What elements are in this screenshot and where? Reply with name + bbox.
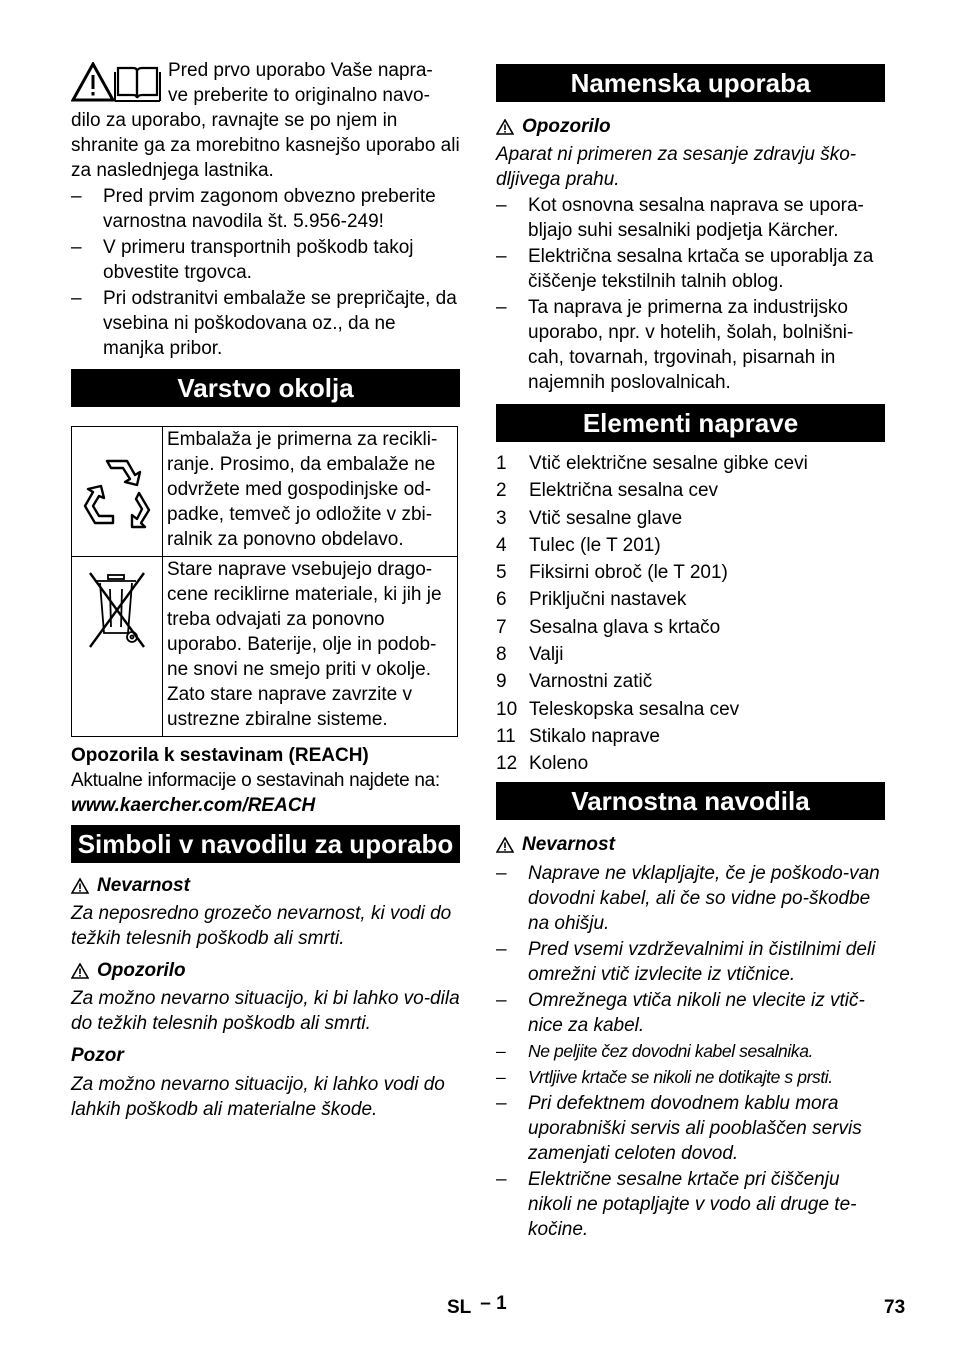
item-label: Koleno [529,753,589,775]
section-title-safety: Varnostna navodila [496,782,885,820]
list-item [496,587,885,612]
list-item: – Naprave ne vklapljajte, če je poškodo-van dovodni kabel, ali če so vidne po-škodbe na ohišju. [496,861,885,936]
table-row [72,427,458,557]
list-item: – V primeru transportnih poškodb takoj obvestite trgovca. [71,235,460,285]
danger-heading [71,873,460,898]
item-label: Vtič električne sesalne gibke cevi [529,453,808,474]
list-item [496,506,885,531]
left-column [71,58,460,1122]
item-label: Varnostni zatič [529,671,653,693]
safety-list [496,861,885,1242]
crossed-bin-icon [82,569,152,654]
intro-text: dilo za uporabo, ravnajte se po njem in shranite ga za morebitno kasnejšo uporabo ali za naslednjega lastnika. [71,110,460,181]
list-item: – Pred prvim zagonom obvezno preberite varnostna navodila št. 5.956-249! [71,184,460,234]
item-number: 5 [496,562,507,584]
section-title-environment: Varstvo okolja [71,369,460,407]
list-item: – Ta naprava je primerna za industrijsko uporabo, npr. v hotelih, šolah, bolnišni-cah, tovarnah, trgovinah, pisarnah in najemnih poslovalnicah. [496,295,885,395]
environment-table [71,426,458,737]
item-number: 4 [496,534,507,556]
list-item: – Pri defektnem dovodnem kablu mora uporabniški servis ali pooblaščen servis zamenjati celoten dovod. [496,1091,885,1166]
intro-line-1: Pred prvo uporabo Vaše napra- [168,60,433,81]
item-label: Tulec (le T 201) [529,534,661,556]
page-number: 73 [884,1297,906,1318]
list-item: – Električne sesalne krtače pri čiščenju nikoli ne potapljajte v vodo ali druge te-kočine. [496,1167,885,1242]
recycle-icon [77,449,157,539]
list-item [496,724,885,749]
caution-label: Pozor [71,1045,124,1066]
list-item: – Vrtljive krtače se nikoli ne dotikajte s prsti. [496,1065,885,1090]
list-item [496,642,885,667]
list-item [496,560,885,585]
warning-heading [496,114,885,139]
right-column [496,58,885,1242]
reach-heading: Opozorila k sestavinam (REACH) [71,745,369,766]
item-number: 2 [496,480,507,502]
danger-label: Nevarnost [522,834,615,856]
table-cell: Embalaža je primerna za recikli-ranje. Prosimo, da embalaže ne odvržete med gospodinjske od-padke, temveč jo odložite v zbi-ralnik za ponovno obdelavo. [163,427,458,557]
warning-text: Aparat ni primeren za sesanje zdravju ško-dljivega prahu. [496,144,857,190]
item-label: Priključni nastavek [529,589,687,611]
intro-section [71,58,460,361]
item-number: 3 [496,507,507,529]
item-number: 9 [496,671,507,693]
warning-icon [71,963,89,979]
warning-manual-icon [71,62,163,104]
list-item: – Omrežnega vtiča nikoli ne vlecite iz vtič-nice za kabel. [496,988,885,1038]
item-number: 6 [496,589,507,611]
list-item: – Pred vsemi vzdrževalnimi in čistilnimi deli omrežni vtič izvlecite iz vtičnice. [496,937,885,987]
section-title-intended-use: Namenska uporaba [496,64,885,102]
item-label: Stikalo naprave [529,725,660,747]
intro-line-2: ve preberite to originalno navo- [168,85,430,106]
list-item [496,533,885,558]
table-cell: Stare naprave vsebujejo drago-cene reciklirne materiale, ki jih je treba odvajati za ponovno uporabo. Baterije, olje in podob-ne snovi ne smejo priti v okolje. Zato stare naprave zavrzite v ustrezne zbiralne sisteme. [163,557,458,737]
reach-link[interactable]: www.kaercher.com/REACH [71,795,316,816]
table-cell [72,557,163,737]
sub-page-number: – 1 [480,1293,507,1314]
intro-list [71,184,460,361]
item-number: 12 [496,753,518,775]
list-item [496,615,885,640]
table-cell [72,427,163,557]
warning-icon [496,837,514,853]
warning-label: Opozorilo [97,960,186,981]
item-number: 1 [496,453,507,474]
list-item [496,697,885,722]
danger-label: Nevarnost [97,875,190,896]
item-number: 8 [496,644,507,666]
item-label: Teleskopska sesalna cev [529,698,740,720]
item-label: Sesalna glava s krtačo [529,616,721,638]
section-title-symbols: Simboli v navodilu za uporabo [71,825,460,863]
table-row [72,557,458,737]
list-item: – Električna sesalna krtača se uporablja za čiščenje tekstilnih talnih oblog. [496,244,885,294]
item-number: 10 [496,698,518,720]
list-item: – Kot osnovna sesalna naprava se upora-bljajo suhi sesalniki podjetja Kärcher. [496,193,885,243]
danger-text: Za neposredno grozečo nevarnost, ki vodi do težkih telesnih poškodb ali smrti. [71,903,452,949]
item-label: Vtič sesalne glave [529,507,683,529]
danger-heading [496,832,885,857]
warning-label: Opozorilo [522,116,611,137]
elements-list [496,451,885,776]
warning-heading [71,958,460,983]
list-item [496,751,885,776]
item-label: Valji [529,644,564,666]
warning-icon [71,878,89,894]
item-number: 11 [496,725,516,747]
list-item [496,478,885,503]
footer-lang [447,1293,507,1319]
item-number: 7 [496,616,507,638]
section-title-elements: Elementi naprave [496,404,885,442]
warning-icon [496,119,514,135]
item-label: Električna sesalna cev [529,480,719,502]
caution-text: Za možno nevarno situacijo, ki lahko vodi do lahkih poškodb ali materialne škode. [71,1074,445,1120]
reach-text: Aktualne informacije o sestavinah najdete na: [71,770,440,791]
list-item: – Pri odstranitvi embalaže se prepričajte, da vsebina ni poškodovana oz., da ne manjka pribor. [71,286,460,361]
language-code: SL [447,1297,471,1318]
list-item [496,451,885,476]
warning-text: Za možno nevarno situacijo, ki bi lahko vo-dila do težkih telesnih poškodb ali smrti. [71,988,460,1034]
item-label: Fiksirni obroč (le T 201) [529,562,728,584]
list-item [496,669,885,694]
intended-use-list [496,193,885,395]
list-item: – Ne peljite čez dovodni kabel sesalnika. [496,1039,885,1064]
